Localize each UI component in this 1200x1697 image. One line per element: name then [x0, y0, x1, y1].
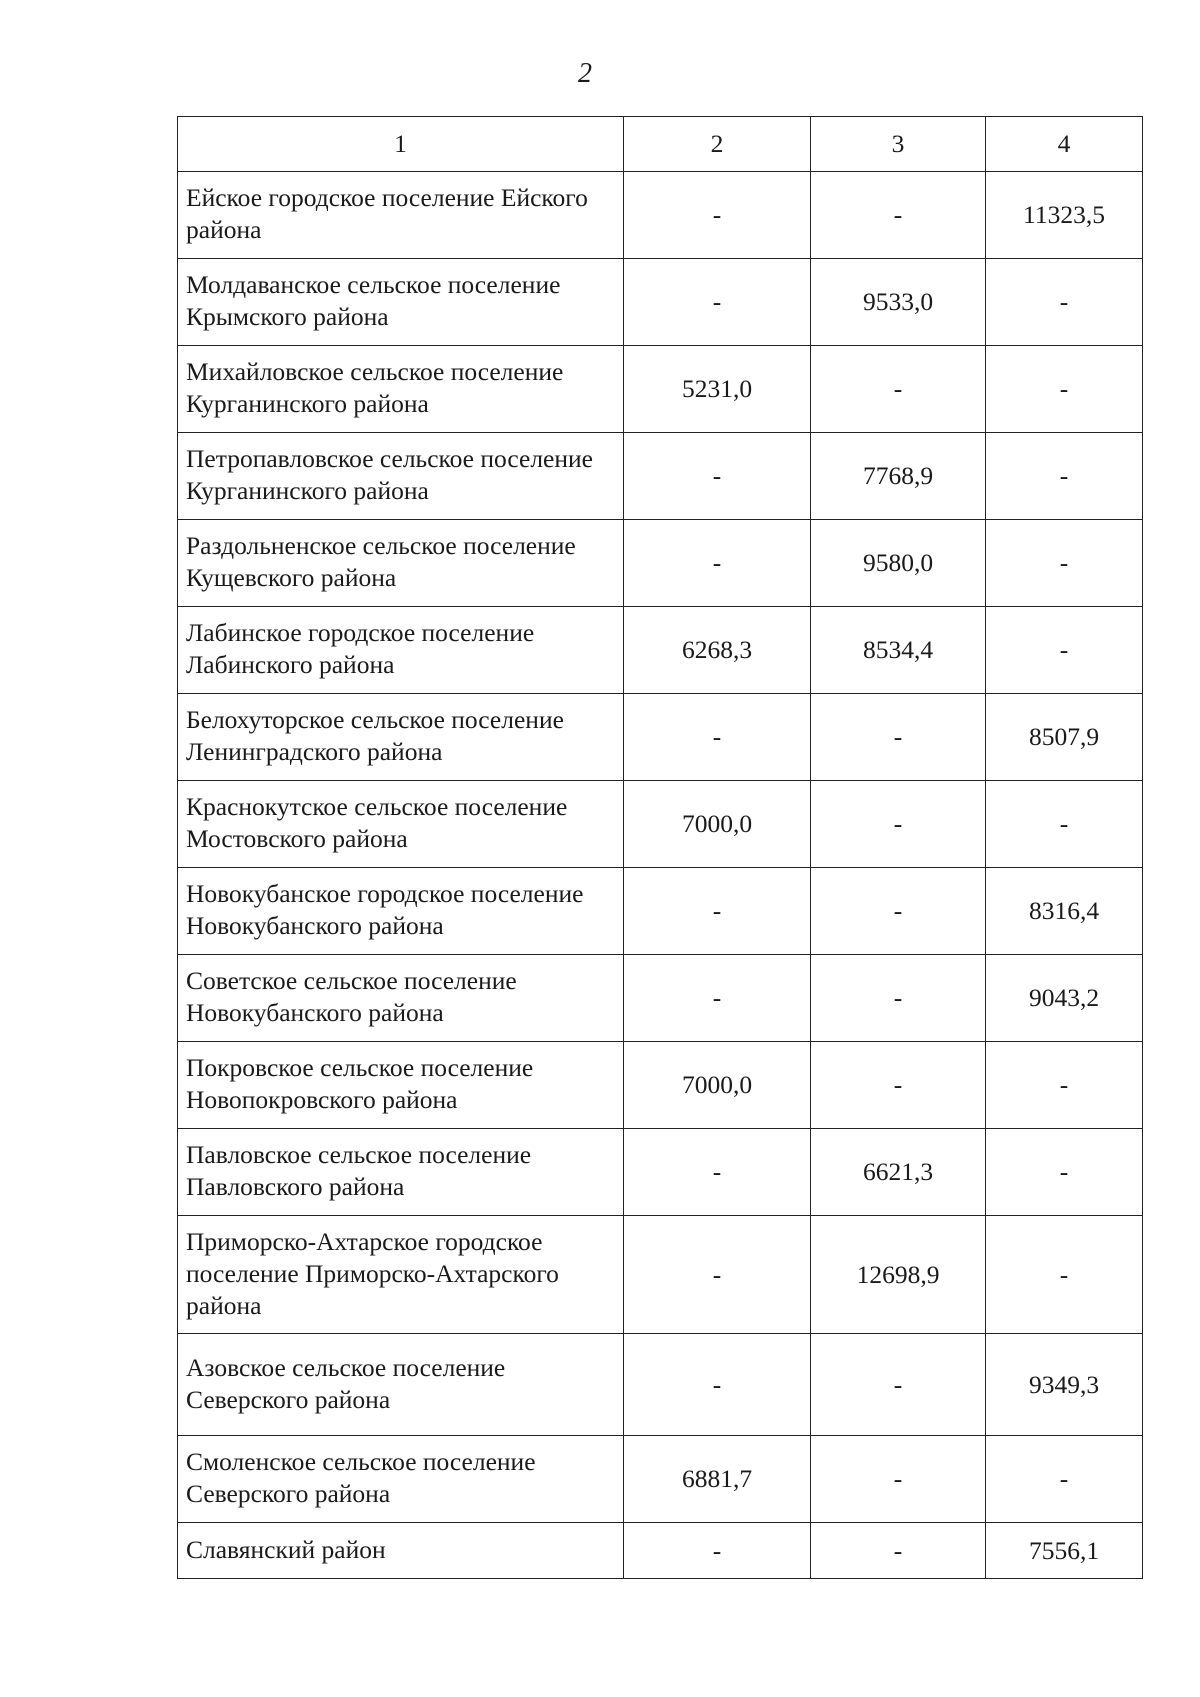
header-cell-3: 3: [811, 117, 986, 172]
col-2-cell: 6881,7: [624, 1436, 811, 1523]
row-name-cell: Советское сельское поселение Новокубанского района: [178, 955, 624, 1042]
col-3-cell: 7768,9: [811, 433, 986, 520]
col-3-cell: 9533,0: [811, 259, 986, 346]
row-name-cell: Приморско-Ахтарское городское поселение Приморско-Ахтарского района: [178, 1216, 624, 1334]
table-row: [178, 172, 1143, 259]
col-2-cell: 7000,0: [624, 1042, 811, 1129]
col-3-cell: -: [811, 1436, 986, 1523]
col-4-cell: 11323,5: [986, 172, 1143, 259]
row-name-cell: Покровское сельское поселение Новопокровского района: [178, 1042, 624, 1129]
col-4-cell: -: [986, 1129, 1143, 1216]
col-2-cell: -: [624, 1129, 811, 1216]
header-cell-4: 4: [986, 117, 1143, 172]
col-4-cell: -: [986, 433, 1143, 520]
row-name-cell: Лабинское городское поселение Лабинского района: [178, 607, 624, 694]
col-4-cell: 8316,4: [986, 868, 1143, 955]
table-row: [178, 781, 1143, 868]
row-name-cell: Краснокутское сельское поселение Мостовского района: [178, 781, 624, 868]
table-row: [178, 607, 1143, 694]
col-4-cell: -: [986, 1216, 1143, 1334]
col-3-cell: -: [811, 1042, 986, 1129]
col-3-cell: -: [811, 1523, 986, 1579]
col-2-cell: -: [624, 1334, 811, 1436]
col-3-cell: -: [811, 955, 986, 1042]
col-3-cell: -: [811, 172, 986, 259]
col-2-cell: -: [624, 694, 811, 781]
row-name-cell: Михайловское сельское поселение Курганинского района: [178, 346, 624, 433]
row-name-cell: Ейское городское поселение Ейского района: [178, 172, 624, 259]
col-4-cell: -: [986, 607, 1143, 694]
header-cell-1: 1: [178, 117, 624, 172]
col-4-cell: 7556,1: [986, 1523, 1143, 1579]
col-2-cell: -: [624, 955, 811, 1042]
table-row: [178, 1334, 1143, 1436]
table-row: [178, 868, 1143, 955]
row-name-cell: Новокубанское городское поселение Новокубанского района: [178, 868, 624, 955]
col-4-cell: -: [986, 781, 1143, 868]
table-row: [178, 1042, 1143, 1129]
table-row: [178, 1523, 1143, 1579]
col-3-cell: -: [811, 694, 986, 781]
col-2-cell: 6268,3: [624, 607, 811, 694]
table-row: [178, 259, 1143, 346]
table-body: [178, 172, 1143, 1579]
page-number: 2: [578, 58, 592, 89]
col-3-cell: -: [811, 346, 986, 433]
row-name-cell: Молдаванское сельское поселение Крымского района: [178, 259, 624, 346]
col-2-cell: -: [624, 259, 811, 346]
row-name-cell: Петропавловское сельское поселение Курганинского района: [178, 433, 624, 520]
col-4-cell: 9349,3: [986, 1334, 1143, 1436]
col-4-cell: 8507,9: [986, 694, 1143, 781]
allocation-table: [177, 116, 1143, 1579]
row-name-cell: Павловское сельское поселение Павловского района: [178, 1129, 624, 1216]
table-row: [178, 1129, 1143, 1216]
table-header: [178, 117, 1143, 172]
col-4-cell: -: [986, 1042, 1143, 1129]
col-2-cell: -: [624, 172, 811, 259]
col-4-cell: -: [986, 520, 1143, 607]
col-2-cell: 5231,0: [624, 346, 811, 433]
row-name-cell: Азовское сельское поселение Северского района: [178, 1334, 624, 1436]
col-3-cell: -: [811, 1334, 986, 1436]
col-3-cell: 9580,0: [811, 520, 986, 607]
col-2-cell: -: [624, 868, 811, 955]
col-4-cell: -: [986, 346, 1143, 433]
col-2-cell: 7000,0: [624, 781, 811, 868]
col-3-cell: -: [811, 781, 986, 868]
col-2-cell: -: [624, 1216, 811, 1334]
row-name-cell: Смоленское сельское поселение Северского района: [178, 1436, 624, 1523]
col-4-cell: -: [986, 1436, 1143, 1523]
table-row: [178, 1216, 1143, 1334]
col-4-cell: -: [986, 259, 1143, 346]
row-name-cell: Белохуторское сельское поселение Ленинградского района: [178, 694, 624, 781]
col-2-cell: -: [624, 433, 811, 520]
table-row: [178, 694, 1143, 781]
table-row: [178, 955, 1143, 1042]
row-name-cell: Раздольненское сельское поселение Кущевского района: [178, 520, 624, 607]
col-3-cell: 8534,4: [811, 607, 986, 694]
col-4-cell: 9043,2: [986, 955, 1143, 1042]
table-row: [178, 433, 1143, 520]
table-row: [178, 346, 1143, 433]
col-3-cell: 12698,9: [811, 1216, 986, 1334]
row-name-cell: Славянский район: [178, 1523, 624, 1579]
header-cell-2: 2: [624, 117, 811, 172]
table-row: [178, 1436, 1143, 1523]
col-2-cell: -: [624, 1523, 811, 1579]
col-3-cell: 6621,3: [811, 1129, 986, 1216]
table-row: [178, 520, 1143, 607]
col-2-cell: -: [624, 520, 811, 607]
header-row: [178, 117, 1143, 172]
col-3-cell: -: [811, 868, 986, 955]
